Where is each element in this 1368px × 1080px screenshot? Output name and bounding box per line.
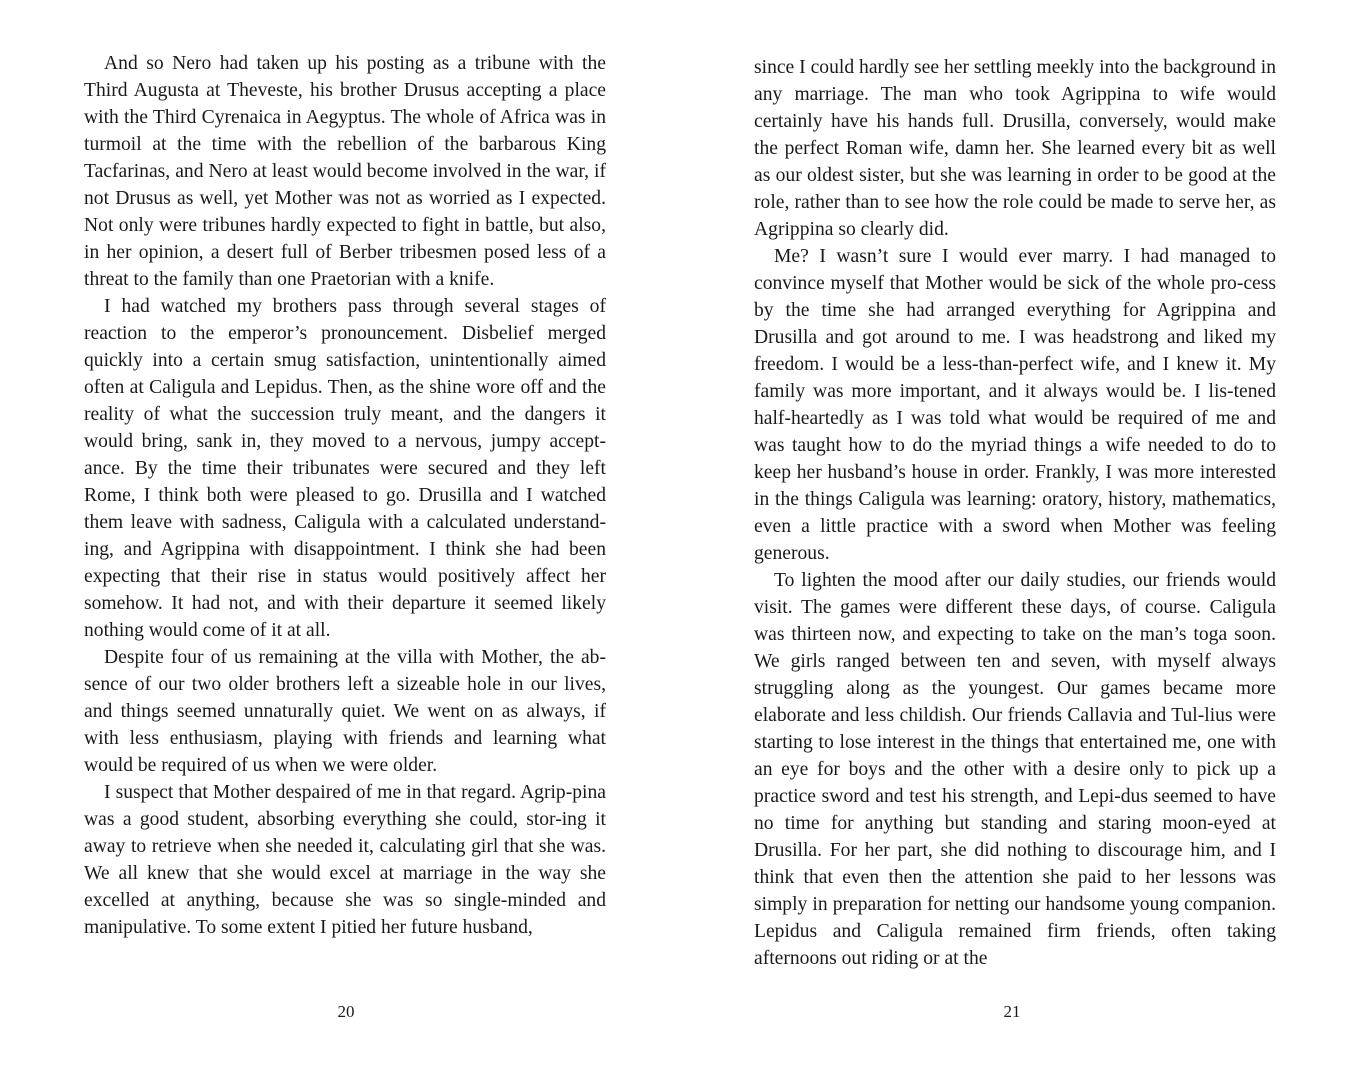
right-page: [684, 0, 1368, 1080]
page-number: 20: [337, 1002, 355, 1021]
paragraph: I had watched my brothers pass through several stages of reaction to the emperor’s pronouncement. Disbelief merged quickly into a certain smug satisfaction, unintentionally aimed often at Caligula and Lepidus. Then, as the shine wore off and the reality of what the succession truly meant, and the dangers it would bring, sank in, they moved to a nervous, jumpy accept-ance. By the time their tribunates were secured and they left Rome, I think both were pleased to go. Drusilla and I watched them leave with sadness, Caligula with a calculated understand-ing, and Agrippina with disappointment. I think she had been expecting that their rise in status would positively affect her somehow. It had not, and with their departure it seemed likely nothing would come of it at all.: [84, 296, 606, 641]
paragraph: since I could hardly see her settling meekly into the background in any marriage. The man who took Agrippina to wife would certainly have his hands full. Drusilla, conversely, would make the perfect Roman wife, damn her. She learned every bit as well as our oldest sister, but she was learning in order to be good at the role, rather than to see how the role could be made to serve her, as Agrippina so clearly did.: [754, 57, 1276, 240]
paragraph: To lighten the mood after our daily studies, our friends would visit. The games were different these days, of course. Caligula was thirteen now, and expecting to take on the man’s toga soon. We girls ranged between ten and seven, with myself always struggling along as the youngest. Our games became more elaborate and less childish. Our friends Callavia and Tul-lius were starting to lose interest in the things that entertained me, one with an eye for boys and the other with a desire only to pick up a practice sword and test his strength, and Lepi-dus seemed to have no time for anything but standing and staring moon-eyed at Drusilla. For her part, she did nothing to discourage him, and I think that even then the attention she paid to her lessons was simply in preparation for netting our handsome young companion. Lepidus and Caligula remained firm friends, often taking afternoons out riding or at the: [754, 570, 1276, 969]
right-page-text: [754, 54, 1276, 972]
page-number: 21: [1003, 1002, 1021, 1021]
left-page-text: [84, 50, 606, 941]
paragraph: I suspect that Mother despaired of me in that regard. Agrip-pina was a good student, absorbing everything she could, stor-ing it away to retrieve when she needed it, calculating girl that she was. We all knew that she would excel at marriage in the way she excelled at anything, because she was so single-minded and manipulative. To some extent I pitied her future husband,: [84, 782, 606, 938]
paragraph: And so Nero had taken up his posting as a tribune with the Third Augusta at Theveste, his brother Drusus accepting a place with the Third Cyrenaica in Aegyptus. The whole of Africa was in turmoil at the time with the rebellion of the barbarous King Tacfarinas, and Nero at least would become involved in the war, if not Drusus as well, yet Mother was not as worried as I expected. Not only were tribunes hardly expected to fight in battle, but also, in her opinion, a desert full of Berber tribesmen posed less of a threat to the family than one Praetorian with a knife.: [84, 53, 606, 290]
paragraph: Despite four of us remaining at the villa with Mother, the ab-sence of our two older brothers left a sizeable hole in our lives, and things seemed unnaturally quiet. We went on as always, if with less enthusiasm, playing with friends and learning what would be required of us when we were older.: [84, 647, 606, 776]
paragraph: Me? I wasn’t sure I would ever marry. I had managed to convince myself that Mother would be sick of the whole pro-cess by the time she had arranged everything for Agrippina and Drusilla and got around to me. I was headstrong and liked my freedom. I would be a less-than-perfect wife, and I knew it. My family was more important, and it always would be. I lis-tened half-heartedly as I was told what would be required of me and was taught how to do the myriad things a wife needed to do to keep her husband’s house in order. Frankly, I was more interested in the things Caligula was learning: oratory, history, mathematics, even a little practice with a sword when Mother was feeling generous.: [754, 246, 1276, 564]
